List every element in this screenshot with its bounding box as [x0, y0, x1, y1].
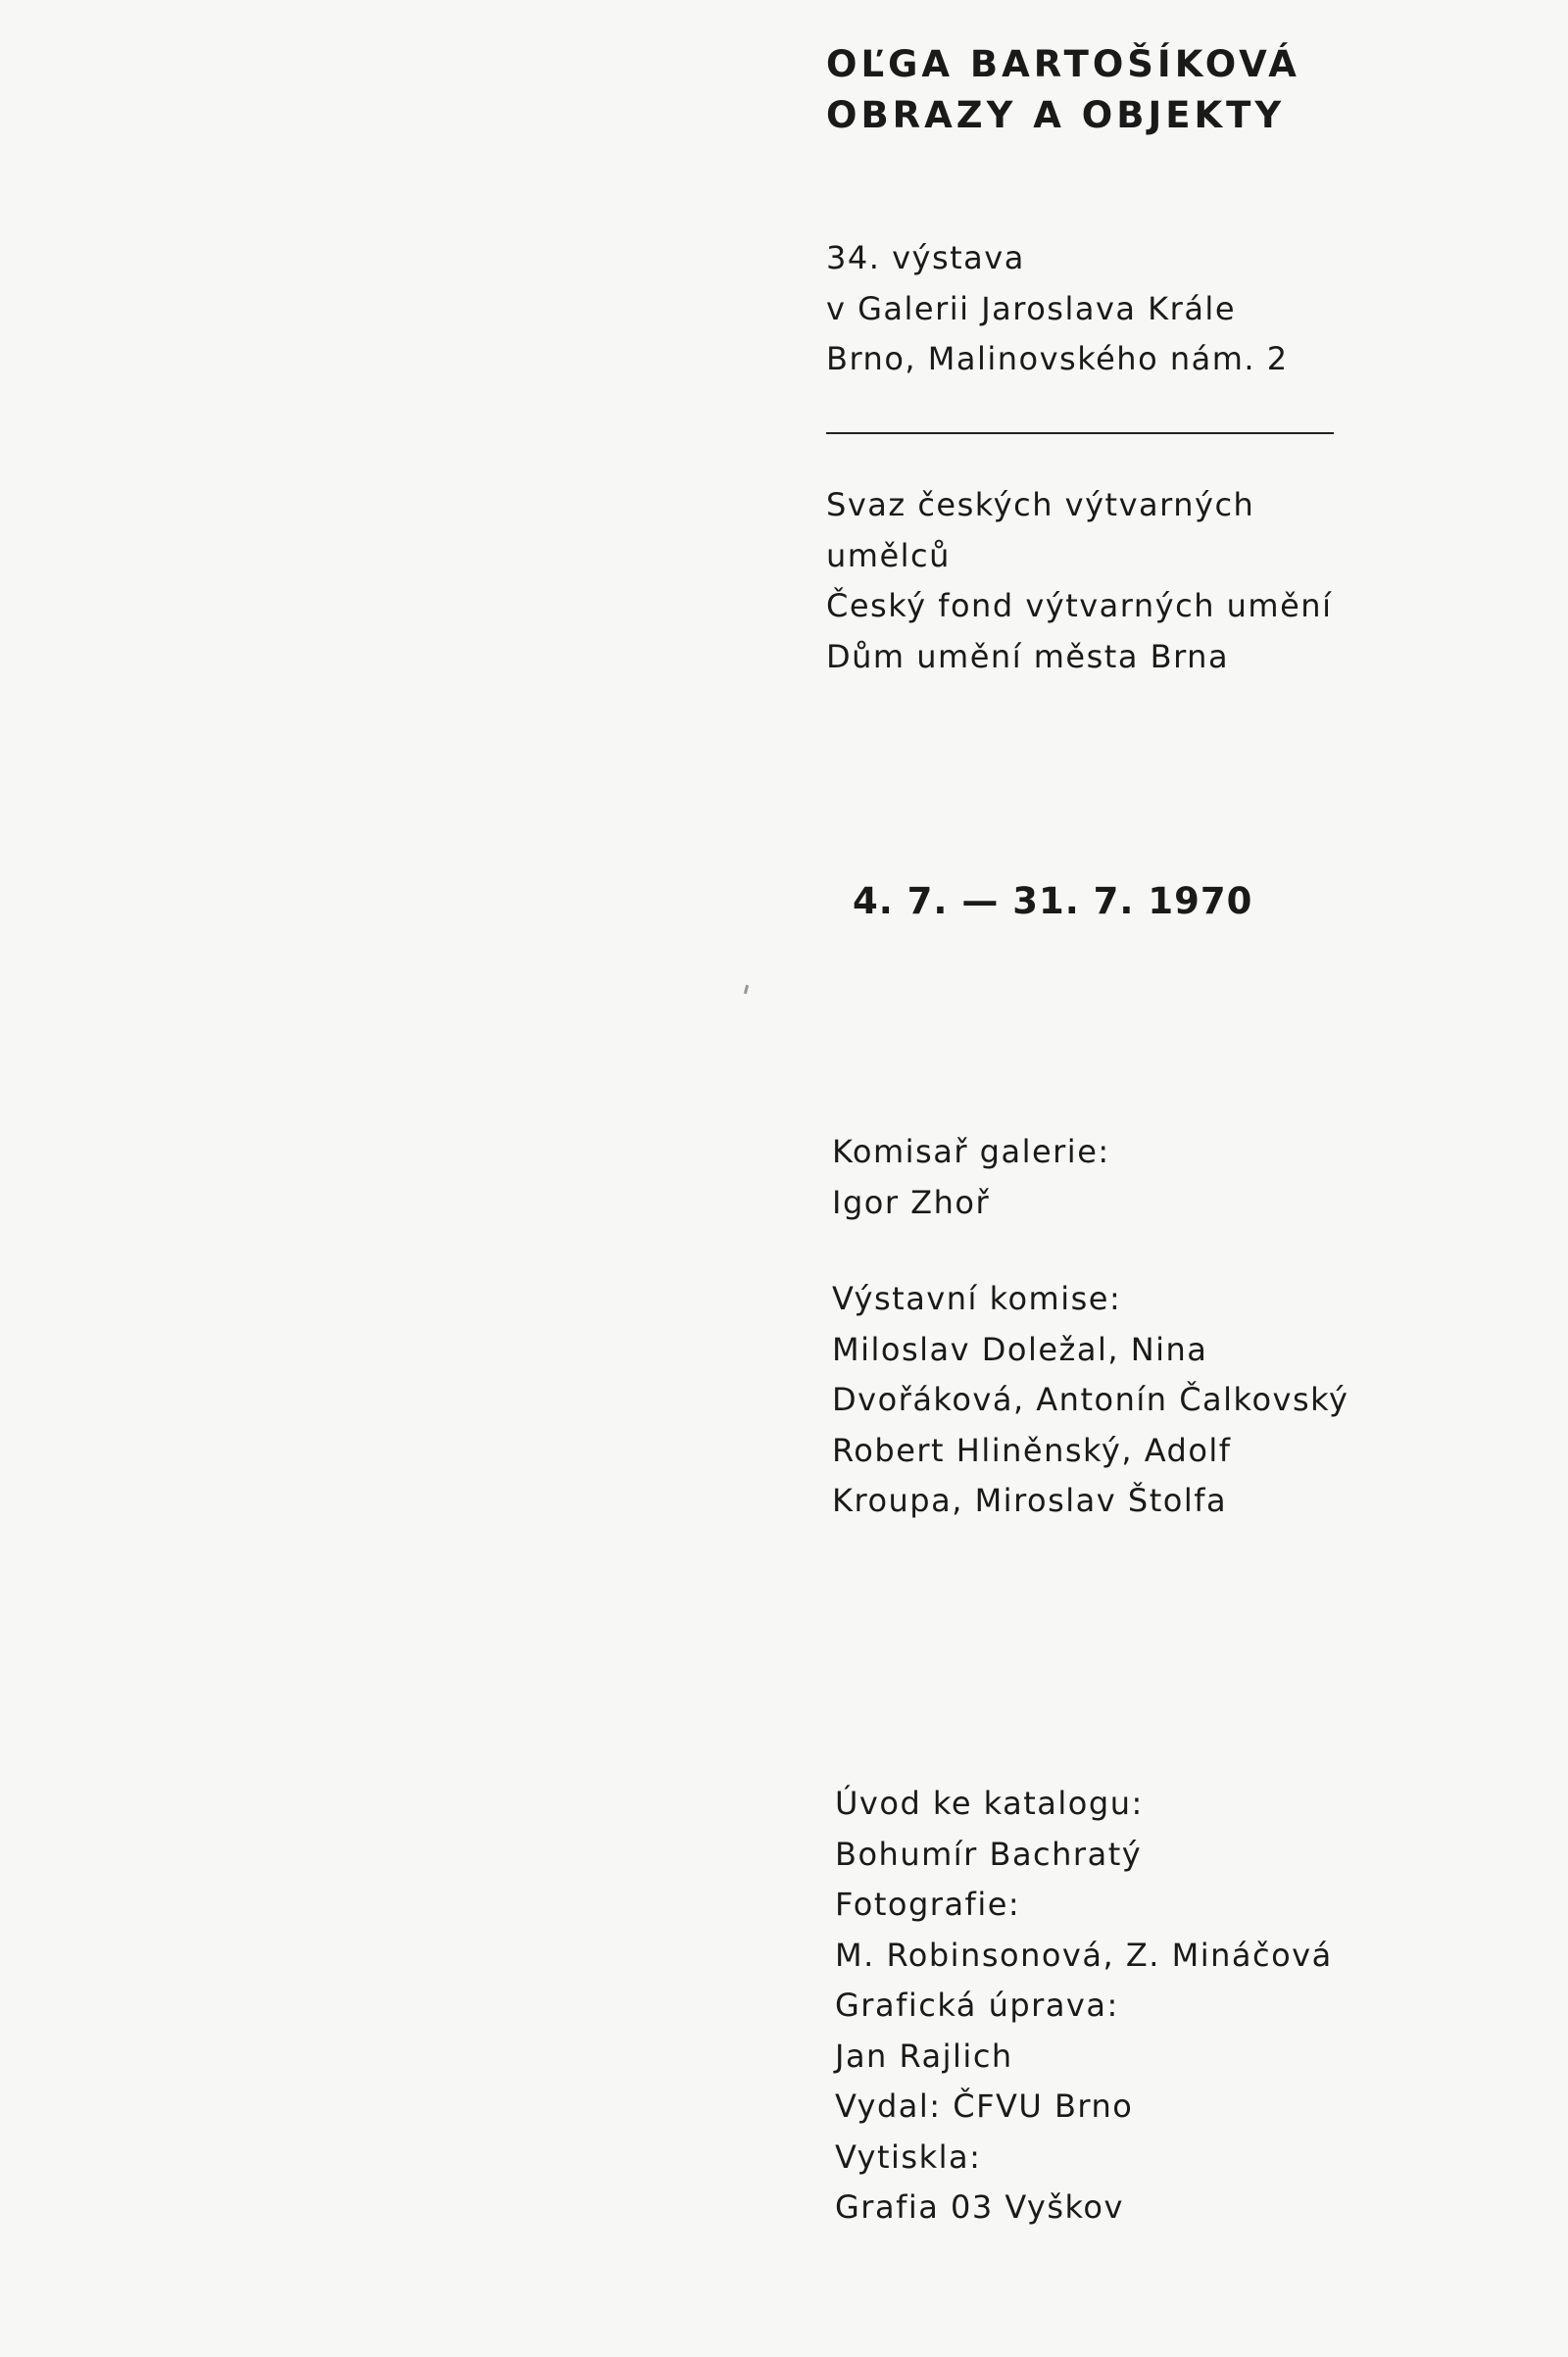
venue-line: v Galerii Jaroslava Krále — [826, 289, 1236, 327]
exhibition-title — [826, 39, 1453, 141]
committee-label: Výstavní komise: — [832, 1280, 1122, 1317]
commissar-block — [832, 1127, 1459, 1228]
organizer-line: Český fond výtvarných umění — [826, 587, 1333, 624]
committee-line: Robert Hliněnský, Adolf — [832, 1431, 1232, 1469]
printer-label: Vytiskla: — [835, 2137, 982, 2176]
committee-block — [832, 1274, 1459, 1527]
divider-rule — [826, 432, 1334, 434]
organizer-line: umělců — [826, 536, 951, 574]
credits-block — [835, 1779, 1462, 2234]
venue-block — [826, 233, 1453, 385]
photo-label: Fotografie: — [835, 1886, 1021, 1923]
publisher: Vydal: ČFVU Brno — [835, 2087, 1134, 2125]
intro-label: Úvod ke katalogu: — [835, 1785, 1144, 1822]
design-label: Grafická úprava: — [835, 1987, 1119, 2024]
exhibition-dates: 4. 7. — 31. 7. 1970 — [853, 880, 1253, 922]
photo-authors: M. Robinsonová, Z. Mináčová — [835, 1936, 1333, 1974]
design-author: Jan Rajlich — [835, 2037, 1013, 2075]
printer-name: Grafia 03 Vyškov — [835, 2188, 1124, 2226]
venue-line: Brno, Malinovského nám. 2 — [826, 340, 1289, 377]
organizer-line: Dům umění města Brna — [826, 637, 1230, 675]
commissar-label: Komisař galerie: — [832, 1133, 1110, 1170]
committee-line: Dvořáková, Antonín Čalkovský — [832, 1381, 1349, 1418]
organizers-block — [826, 480, 1453, 682]
organizer-line: Svaz českých výtvarných — [826, 486, 1255, 523]
committee-line: Miloslav Doležal, Nina — [832, 1330, 1208, 1368]
artist-name: OĽGA BARTOŠÍKOVÁ — [826, 43, 1300, 85]
commissar-name: Igor Zhoř — [832, 1183, 991, 1221]
paper-speck — [744, 985, 749, 994]
exhibition-subtitle: OBRAZY A OBJEKTY — [826, 94, 1286, 136]
committee-line: Kroupa, Miroslav Štolfa — [832, 1482, 1228, 1519]
venue-line: 34. výstava — [826, 239, 1025, 276]
intro-author: Bohumír Bachratý — [835, 1835, 1143, 1873]
